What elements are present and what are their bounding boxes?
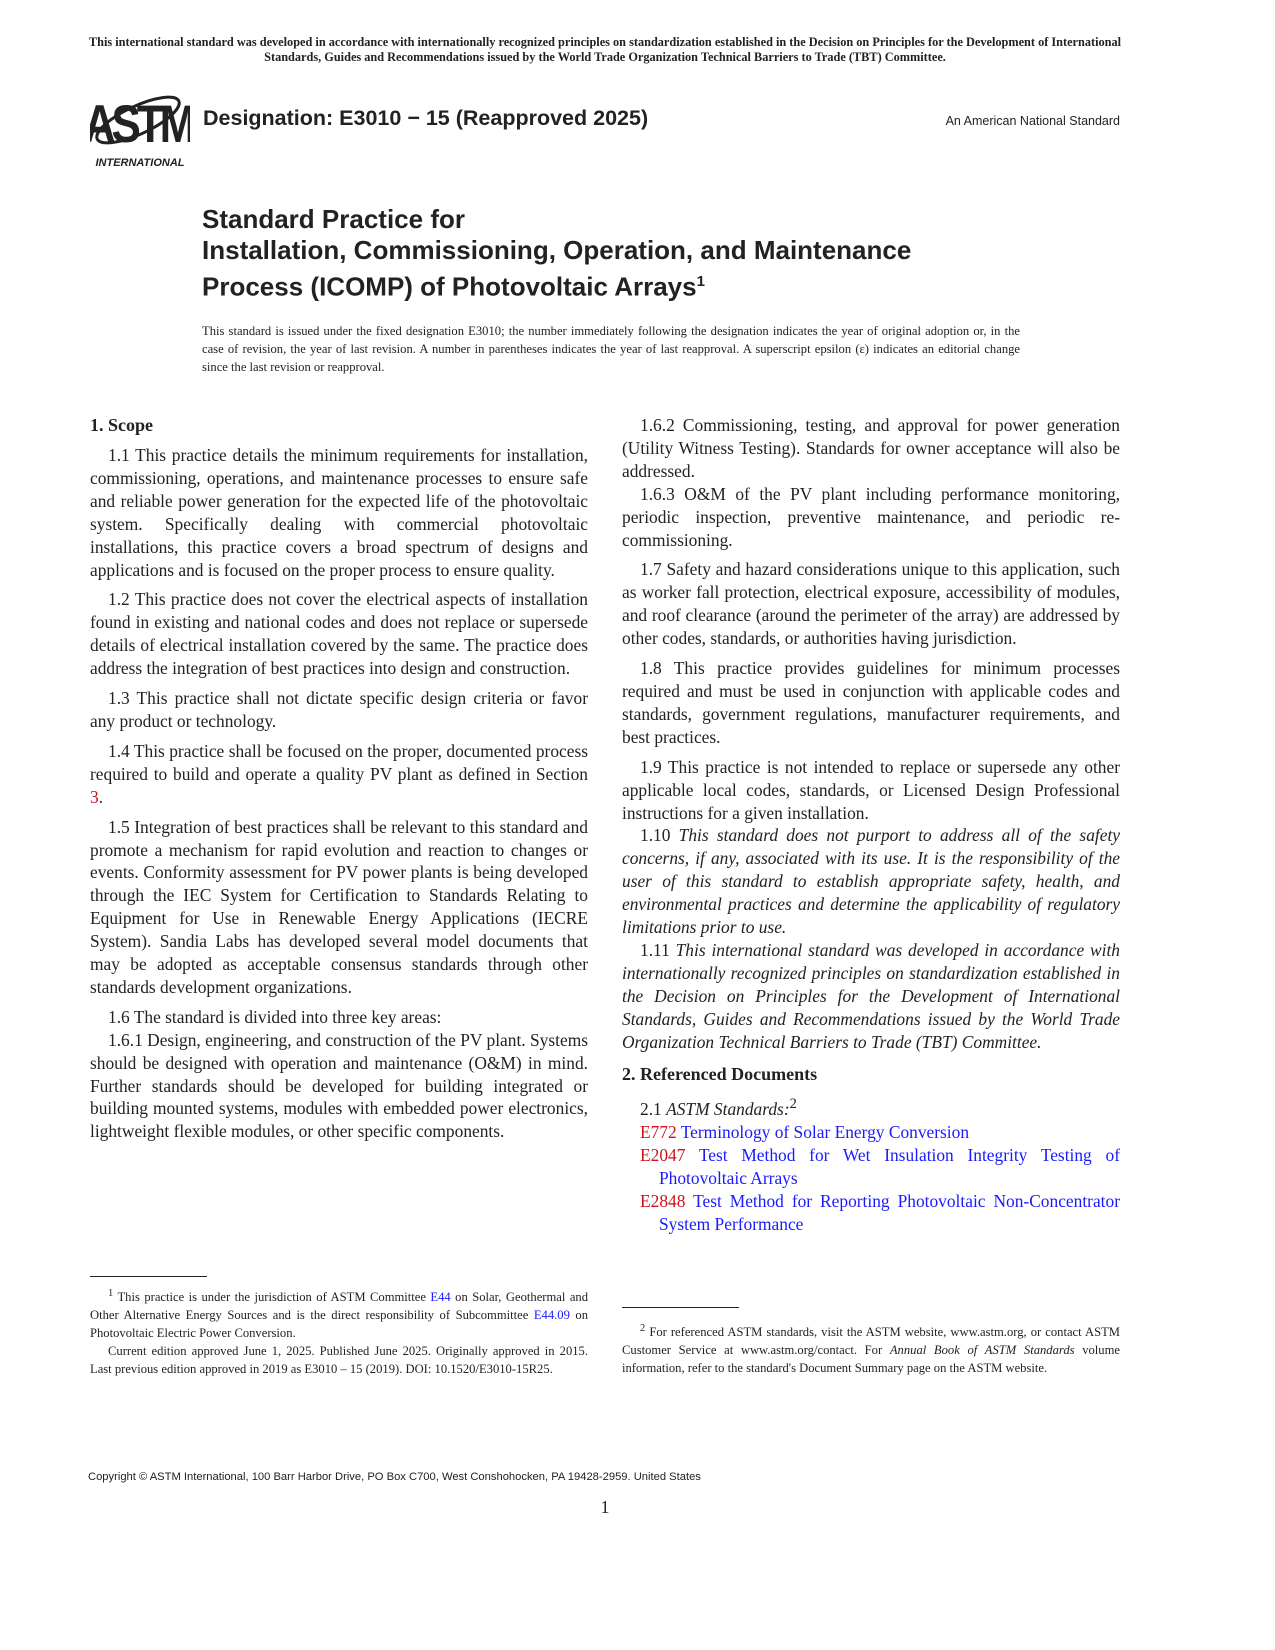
footnote-2 <box>622 1320 1120 1377</box>
footnote-1-edition: Current edition approved June 1, 2025. Published June 2025. Originally approved in 2015. Last previous edition approved in 2019 as E3010 – 15 (2019). DOI: 10.1520/E3010-15R25. <box>90 1344 588 1377</box>
footnote-ref[interactable]: 1 <box>696 273 705 290</box>
section-heading-scope: 1. Scope <box>90 415 153 435</box>
title-line: Standard Practice for <box>202 204 465 234</box>
paragraph-text: 1.4 This practice shall be focused on the proper, documented process required to build and operate a quality PV plant as defined in Section <box>90 740 588 784</box>
footnote-text: For referenced ASTM standards, visit the ASTM website, www.astm.org, or contact ASTM Customer Service at www.astm.org/contact. For <box>622 1325 1120 1358</box>
paragraph-1-6-3: 1.6.3 O&M of the PV plant including performance monitoring, periodic inspection, preventive maintenance, and periodic re-commissioning. <box>622 483 1120 550</box>
paragraph-1-1: 1.1 This practice details the minimum requirements for installation, commissioning, operations, and maintenance processes to ensure safe and reliable power generation for the expected life of the photovoltaic system. Specifically dealing with commercial photovoltaic installations, this practice covers a broad spectrum of designs and applications and is focused on the proper process to ensure quality. <box>90 445 588 580</box>
footnote-1-text <box>90 1285 588 1342</box>
document-title <box>202 204 911 303</box>
paragraph-1-7: 1.7 Safety and hazard considerations unique to this application, such as worker fall protection, electrical exposure, accessibility of modules, and roof clearance (around the perimeter of the array) are addressed by other codes, standards, or authorities having jurisdiction. <box>622 559 1120 649</box>
paragraph-number: 1.10 <box>640 825 671 846</box>
section-heading-referenced-documents: 2. Referenced Documents <box>622 1064 818 1085</box>
svg-text:INTERNATIONAL: INTERNATIONAL <box>95 157 185 169</box>
copyright: Copyright © ASTM International, 100 Barr Harbor Drive, PO Box C700, West Conshohocken, PA 19428-2959. United States <box>88 1471 701 1483</box>
right-column <box>622 414 1120 1236</box>
reference-code[interactable]: E772 <box>640 1122 677 1143</box>
paragraph-number: 1.11 <box>640 939 670 960</box>
paragraph-1-9: 1.9 This practice is not intended to replace or supersede any other applicable local codes, standards, or Licensed Design Professional instructions for a given installation. <box>622 756 1120 823</box>
footnote-text: This practice is under the jurisdiction of ASTM Committee <box>117 1290 431 1305</box>
reference-title[interactable]: Test Method for Reporting Photovoltaic Non-Concentrator System Performance <box>659 1190 1120 1234</box>
reference-code[interactable]: E2848 <box>640 1190 686 1211</box>
svg-text:ASTM: ASTM <box>90 95 190 154</box>
american-national-standard: An American National Standard <box>945 114 1120 128</box>
reference-code[interactable]: E2047 <box>640 1145 686 1166</box>
footnote-ref[interactable]: 2 <box>789 1096 797 1113</box>
reference-e772[interactable] <box>622 1121 1120 1144</box>
title-line <box>202 266 911 303</box>
footnote-text: volume information, refer to the standard's Document Summary page on the ASTM website. <box>622 1343 1120 1376</box>
section-link[interactable]: 3 <box>90 786 99 807</box>
footnote-text: on Solar, Geothermal and Other Alternative Energy Sources and is the direct responsibility of Subcommittee <box>90 1290 588 1323</box>
paragraph-text: ASTM Standards: <box>666 1099 790 1120</box>
title-line-text: Process (ICOMP) of Photovoltaic Arrays <box>202 271 697 302</box>
paragraph-1-6-2: 1.6.2 Commissioning, testing, and approval for power generation (Utility Witness Testing). Standards for owner acceptance will also be addressed. <box>622 415 1120 481</box>
paragraph-1-3: 1.3 This practice shall not dictate specific design criteria or favor any product or technology. <box>90 688 588 731</box>
paragraph-1-2: 1.2 This practice does not cover the electrical aspects of installation found in existing and national codes and does not replace or supersede details of electrical installation covered by the same. The practice does address the integration of best practices into design and construction. <box>90 589 588 679</box>
paragraph-text: . <box>98 786 104 807</box>
paragraph-1-8: 1.8 This practice provides guidelines for minimum processes required and must be used in conjunction with applicable codes and standards, government regulations, manufacturer requirements, and best practices. <box>622 658 1120 747</box>
committee-link[interactable]: E44 <box>430 1290 451 1305</box>
paragraph-1-10 <box>622 824 1120 939</box>
wto-notice: This international standard was developed in accordance with internationally recognized principles on standardization established in the Decision on Principles for the Development of International Standards, Guides and Recommendations issued by the World Trade Organization Technical Barriers to Trade (TBT) Committee. <box>88 35 1122 64</box>
reference-title[interactable]: Terminology of Solar Energy Conversion <box>680 1122 970 1143</box>
paragraph-1-6-1: 1.6.1 Design, engineering, and construction of the PV plant. Systems should be designed with operation and maintenance (O&M) in mind. Further standards should be developed for building integrated or building mounted systems, modules with embedded power electronics, lightweight flexible modules, or other specific components. <box>90 1029 588 1142</box>
astm-standards-label <box>622 1093 1120 1121</box>
astm-logo <box>90 82 190 170</box>
paragraph-number: 2.1 <box>640 1099 662 1120</box>
left-column <box>90 414 588 1150</box>
paragraph-1-6: 1.6 The standard is divided into three key areas: <box>108 1006 442 1027</box>
reference-e2047[interactable] <box>622 1144 1120 1190</box>
designation: Designation: E3010 − 15 (Reapproved 2025) <box>203 106 649 130</box>
subcommittee-link[interactable]: E44.09 <box>533 1308 570 1323</box>
footnote-number: 1 <box>108 1288 114 1299</box>
footnote-divider <box>90 1276 207 1277</box>
paragraph-1-5: 1.5 Integration of best practices shall be relevant to this standard and promote a mechanism for rapid evolution and reaction to changes or events. Conformity assessment for PV power plants is being developed through the IEC System for Certification to Standards Relating to Equipment for Use in Renewable Energy Applications (IECRE System). Sandia Labs has developed several model documents that may be adopted as acceptable consensus standards through other standards development organizations. <box>90 816 588 997</box>
footnote-text: Annual Book of ASTM Standards <box>889 1343 1075 1358</box>
paragraph-text: This standard does not purport to address all of the safety concerns, if any, associated with its use. It is the responsibility of the user of this standard to establish appropriate safety, health, and environmental practices and determine the applicability of regulatory limitations prior to use. <box>622 825 1120 938</box>
paragraph-text: This international standard was developed in accordance with internationally recognized principles on standardization established in the Decision on Principles for the Development of International Standards, Guides and Recommendations issued by the World Trade Organization Technical Barriers to Trade (TBT) Committee. <box>622 939 1120 1052</box>
reference-title[interactable]: Test Method for Wet Insulation Integrity Testing of Photovoltaic Arrays <box>659 1145 1120 1188</box>
issuance-note: This standard is issued under the fixed designation E3010; the number immediately following the designation indicates the year of original adoption or, in the case of revision, the year of last revision. A number in parentheses indicates the year of last reapproval. A superscript epsilon (ε) indicates an editorial change since the last revision or reapproval. <box>202 324 1020 374</box>
paragraph-1-4 <box>90 740 588 809</box>
footnote-2-text <box>622 1320 1120 1377</box>
footnote-number: 2 <box>640 1323 646 1334</box>
footnote-divider <box>622 1307 739 1308</box>
page-number: 1 <box>600 1497 610 1517</box>
paragraph-1-11 <box>622 939 1120 1054</box>
footnote-text: on Photovoltaic Electric Power Conversion. <box>90 1308 588 1341</box>
reference-e2848[interactable] <box>622 1190 1120 1236</box>
title-line: Installation, Commissioning, Operation, and Maintenance <box>202 235 912 265</box>
footnote-1 <box>90 1285 588 1378</box>
